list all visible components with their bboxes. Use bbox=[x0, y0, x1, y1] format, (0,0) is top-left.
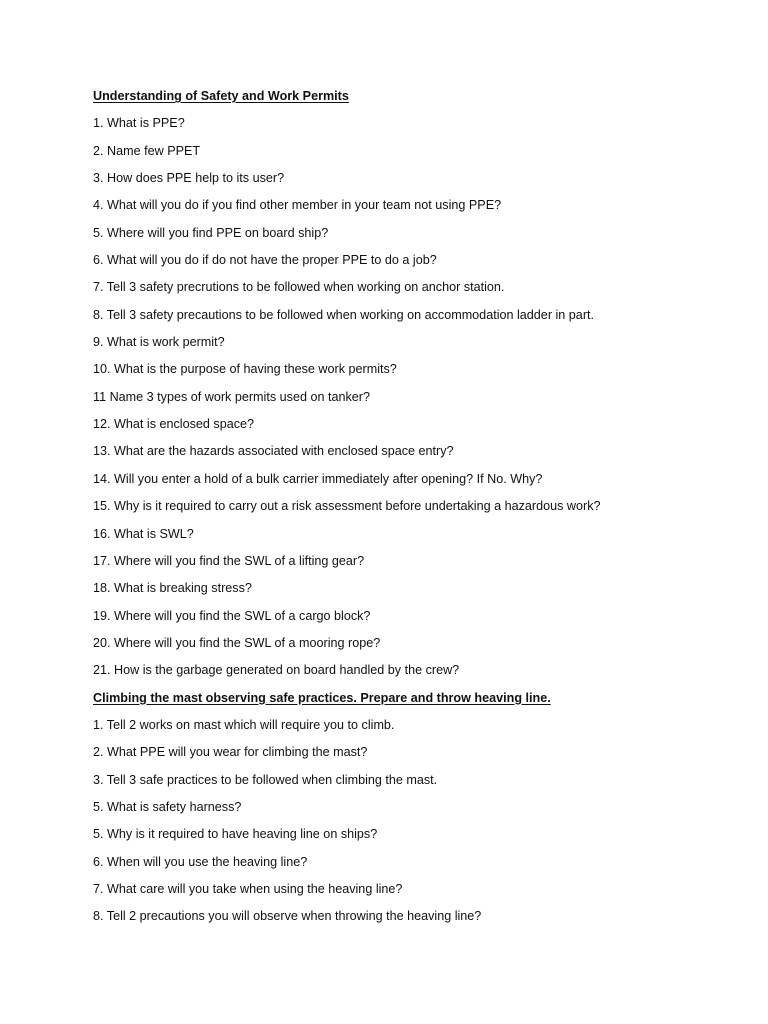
question-item: 6. What will you do if do not have the proper PPE to do a job? bbox=[93, 253, 437, 268]
question-item: 13. What are the hazards associated with enclosed space entry? bbox=[93, 444, 454, 459]
question-item: 14. Will you enter a hold of a bulk carrier immediately after opening? If No. Why? bbox=[93, 471, 543, 486]
question-item: 17. Where will you find the SWL of a lifting gear? bbox=[93, 553, 365, 568]
question-item: 9. What is work permit? bbox=[93, 335, 225, 350]
question-item: 3. How does PPE help to its user? bbox=[93, 171, 285, 186]
question-item: 7. What care will you take when using the heaving line? bbox=[93, 881, 403, 896]
question-item: 2. Name few PPET bbox=[93, 143, 201, 158]
question-item: 3. Tell 3 safe practices to be followed when climbing the mast. bbox=[93, 772, 438, 787]
question-item: 19. Where will you find the SWL of a cargo block? bbox=[93, 608, 371, 623]
question-item: 21. How is the garbage generated on board handled by the crew? bbox=[93, 663, 460, 678]
question-item: 1. What is PPE? bbox=[93, 116, 185, 131]
section-heading-mast-heaving-line: Climbing the mast observing safe practices. Prepare and throw heaving line. bbox=[93, 690, 551, 705]
question-item: 7. Tell 3 safety precrutions to be followed when working on anchor station. bbox=[93, 280, 505, 295]
section-heading-safety-permits: Understanding of Safety and Work Permits bbox=[93, 89, 349, 103]
question-item: 1. Tell 2 works on mast which will require you to climb. bbox=[93, 717, 395, 732]
question-item: 12. What is enclosed space? bbox=[93, 417, 255, 432]
question-item: 4. What will you do if you find other member in your team not using PPE? bbox=[93, 198, 502, 213]
question-item: 11 Name 3 types of work permits used on tanker? bbox=[93, 389, 370, 404]
question-item: 2. What PPE will you wear for climbing the mast? bbox=[93, 745, 368, 760]
question-item: 8. Tell 3 safety precautions to be followed when working on accommodation ladder in part. bbox=[93, 307, 595, 322]
question-item: 5. Where will you find PPE on board ship? bbox=[93, 225, 329, 240]
question-item: 10. What is the purpose of having these work permits? bbox=[93, 362, 397, 377]
question-item: 8. Tell 2 precautions you will observe when throwing the heaving line? bbox=[93, 909, 482, 924]
document-body bbox=[93, 86, 733, 934]
question-item: 18. What is breaking stress? bbox=[93, 581, 252, 596]
question-item: 5. Why is it required to have heaving line on ships? bbox=[93, 827, 378, 842]
question-item: 6. When will you use the heaving line? bbox=[93, 854, 308, 869]
question-item: 16. What is SWL? bbox=[93, 526, 194, 541]
question-item: 15. Why is it required to carry out a risk assessment before undertaking a hazardous work? bbox=[93, 499, 601, 514]
question-item: 20. Where will you find the SWL of a mooring rope? bbox=[93, 635, 381, 650]
question-item: 5. What is safety harness? bbox=[93, 799, 242, 814]
